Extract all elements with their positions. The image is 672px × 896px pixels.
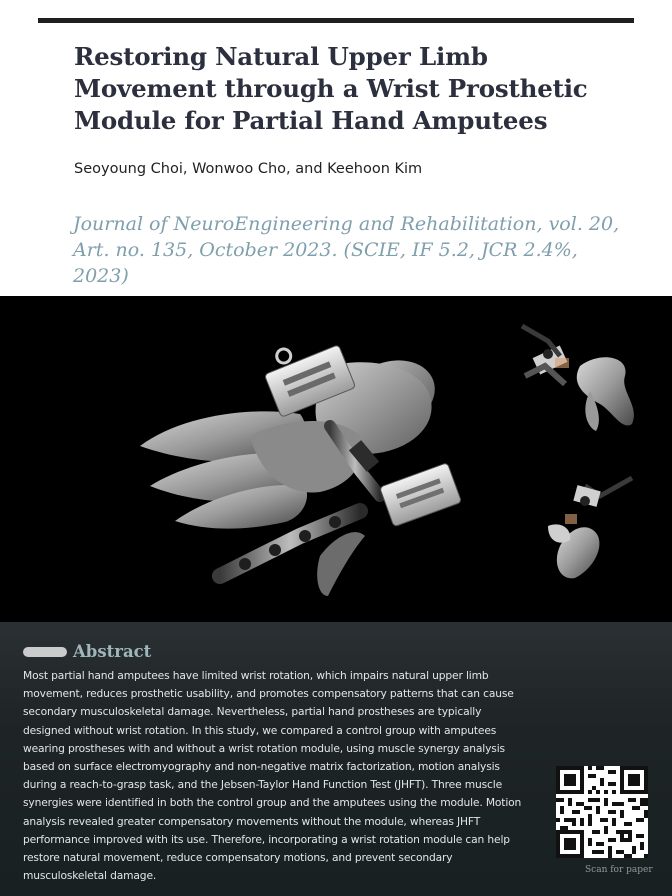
qr-caption: Scan for paper (585, 865, 653, 875)
qr-code[interactable] (556, 766, 648, 858)
abstract-text: Most partial hand amputees have limited wrist rotation, which impairs natural upper limb movement, reduces prosthetic usability, and promotes compensatory patterns that can cause secondary musculoskeletal damage. Nevertheless, partial hand prostheses are typically designed without wrist rotation. In this study, we compared a control group with amputees wearing prostheses with and without a wrist rotation module, using muscle synergy analysis based on surface electromyography and non-negative matrix factorization, motion analysis during a reach-to-grasp task, and the Jebsen-Taylor Hand Function Test (JHFT). Three muscle synergies were identified in both the control group and the amputees using the module. Motion analysis revealed greater compensatory movements without the module, whereas JHFT performance improved with its use. Therefore, incorporating a wrist rotation module can help restore natural movement, reduce compensatory motions, and prevent secondary musculoskeletal damage. (23, 669, 522, 883)
main-prosthesis-render (140, 329, 462, 596)
abstract-heading: Abstract (73, 642, 152, 661)
top-rule (38, 18, 634, 23)
rotation-render-bottom (548, 478, 632, 578)
prosthesis-figure (0, 296, 672, 622)
abstract-section (0, 622, 672, 896)
abstract-marker (23, 647, 67, 657)
rotation-render-top (522, 326, 634, 431)
paper-title: Restoring Natural Upper Limb Movement through a Wrist Prosthetic Module for Partial Hand Amputees (74, 42, 588, 135)
paper-venue: Journal of NeuroEngineering and Rehabilitation, vol. 20, Art. no. 135, October 2023. (SCIE, IF 5.2, JCR 2.4%, 2023) (73, 213, 620, 287)
paper-authors: Seoyoung Choi, Wonwoo Cho, and Keehoon Kim (74, 161, 423, 177)
